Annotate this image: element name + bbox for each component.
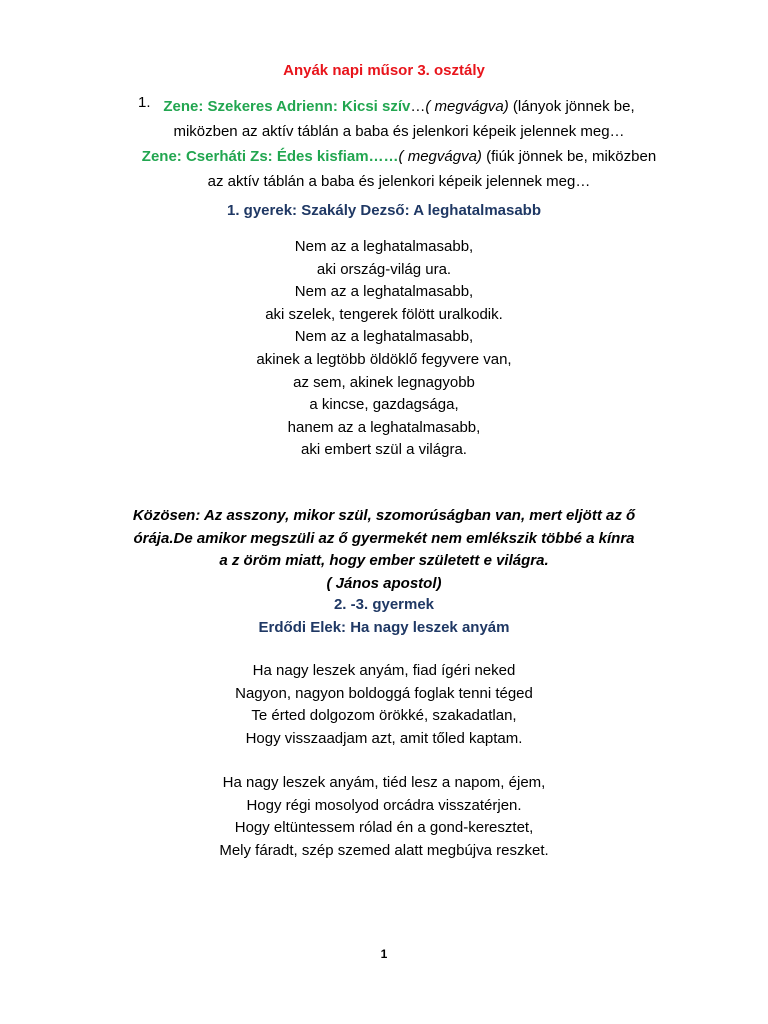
music2-label: Zene: Cserháti Zs: Édes kisfiam…… <box>141 148 399 165</box>
music1-label: Zene: Szekeres Adrienn: Kicsi szív <box>163 98 411 115</box>
poem-line: Nem az a leghatalmasabb, <box>294 238 474 255</box>
page-title: Anyák napi műsor 3. osztály <box>283 62 485 79</box>
quote-line: órája.De amikor megszüli az ő gyermekét nem emlékszik többé a kínra <box>133 529 635 547</box>
poem-line: akinek a legtöbb öldöklő fegyvere van, <box>256 350 512 368</box>
poem-line: Te érted dolgozom örökké, szakadatlan, <box>251 707 517 725</box>
quote-line: a z öröm miatt, hogy ember született e világra. <box>219 552 549 570</box>
poem-line: aki embert szül a világra. <box>301 441 467 459</box>
section1-heading: 1. gyerek: Szakály Dezső: A leghatalmasabb <box>226 202 542 219</box>
music1-rest: (lányok jönnek be, <box>508 98 635 115</box>
poem-line: Hogy eltüntessem rólad én a gond-keresztet, <box>234 819 534 837</box>
poem-line: Ha nagy leszek anyám, tiéd lesz a napom, éjem, <box>222 774 546 791</box>
section2-title: Erdődi Elek: Ha nagy leszek anyám <box>258 619 510 636</box>
quote-line: Közösen: Az asszony, mikor szül, szomorúságban van, mert eljött az ő <box>132 507 636 524</box>
music2-line <box>100 144 698 169</box>
poem-line: az sem, akinek legnagyobb <box>293 373 475 391</box>
poem-line: Hogy régi mosolyod orcádra visszatérjen. <box>246 796 522 814</box>
poem-line: Nem az a leghatalmasabb, <box>294 328 474 346</box>
music2-rest: (fiúk jönnek be, miközben <box>481 148 657 165</box>
music-block <box>100 94 698 194</box>
music1-line2: miközben az aktív táblán a baba és jelenkori képeik jelennek meg… <box>173 123 625 140</box>
poem-line: aki szelek, tengerek fölött uralkodik. <box>265 305 503 323</box>
poem-line: Nagyon, nagyon boldoggá foglak tenni téged <box>235 684 533 702</box>
item-number: 1. <box>138 94 151 111</box>
section2-heading: 2. -3. gyermek <box>333 596 435 613</box>
page-number: 1 <box>380 947 388 961</box>
together-quote <box>0 505 768 595</box>
poem-line: aki ország-világ ura. <box>316 260 452 278</box>
poem2-stanza2 <box>0 772 768 862</box>
poem-line: Ha nagy leszek anyám, fiad ígéri neked <box>252 662 516 679</box>
poem-line: Hogy visszaadjam azt, amit tőled kaptam. <box>245 729 523 747</box>
music2-line2: az aktív táblán a baba és jelenkori képeik jelennek meg… <box>207 173 591 190</box>
poem1 <box>0 236 768 462</box>
poem-line: hanem az a leghatalmasabb, <box>287 418 481 436</box>
music1-line <box>100 94 698 119</box>
poem2-stanza1 <box>0 660 768 750</box>
quote-source: ( János apostol) <box>326 574 442 592</box>
poem-line: a kincse, gazdagsága, <box>309 396 459 414</box>
music1-note: ( megvágva) <box>425 98 509 115</box>
poem-line: Nem az a leghatalmasabb, <box>294 283 474 301</box>
music2-note: ( megvágva) <box>398 148 482 165</box>
music1-dots: … <box>410 98 426 115</box>
poem-line: Mely fáradt, szép szemed alatt megbújva reszket. <box>219 841 549 859</box>
